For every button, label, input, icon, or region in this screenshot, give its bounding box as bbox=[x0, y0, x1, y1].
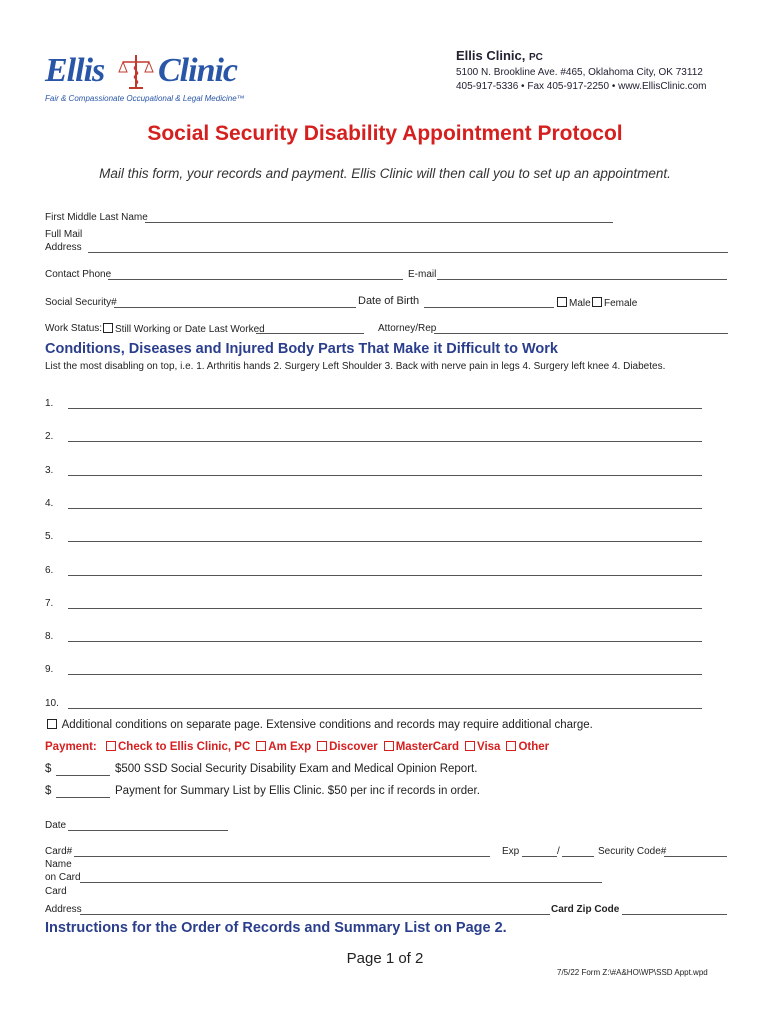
payment-option[interactable] bbox=[382, 741, 459, 753]
condition-field[interactable] bbox=[68, 575, 702, 576]
card-address-label-1: Card bbox=[45, 886, 67, 897]
clinic-address: 5100 N. Brookline Ave. #465, Oklahoma City, OK 73112 bbox=[456, 67, 703, 78]
exp-year-field[interactable] bbox=[562, 856, 594, 857]
attorney-field[interactable] bbox=[434, 333, 728, 334]
additional-conditions-checkbox[interactable] bbox=[47, 719, 57, 729]
payment-checkbox[interactable] bbox=[465, 741, 475, 751]
condition-field[interactable] bbox=[68, 408, 702, 409]
logo-tagline: Fair & Compassionate Occupational & Legal Medicine™ bbox=[45, 94, 245, 103]
security-code-field[interactable] bbox=[664, 856, 727, 857]
conditions-instructions: List the most disabling on top, i.e. 1. Arthritis hands 2. Surgery Left Shoulder 3. Back with nerve pain in legs 4. Surgery left knee 4. Diabetes. bbox=[45, 361, 666, 372]
dob-label: Date of Birth bbox=[358, 295, 420, 307]
payment-label: Payment: bbox=[45, 741, 97, 753]
condition-field[interactable] bbox=[68, 475, 702, 476]
still-working-checkbox[interactable] bbox=[103, 323, 113, 333]
payment-option-label: MasterCard bbox=[395, 741, 459, 753]
name-field[interactable] bbox=[145, 222, 613, 223]
payment-checkbox[interactable] bbox=[106, 741, 116, 751]
exp-month-field[interactable] bbox=[522, 856, 557, 857]
summary-fee-text: Payment for Summary List by Ellis Clinic. $50 per inc if records in order. bbox=[115, 785, 480, 797]
condition-field[interactable] bbox=[68, 641, 702, 642]
card-address-label-2: Address bbox=[45, 904, 82, 915]
condition-field[interactable] bbox=[68, 508, 702, 509]
name-on-card-label-2: on Card bbox=[45, 872, 81, 883]
payment-option-label: Check to Ellis Clinic, PC bbox=[117, 741, 251, 753]
condition-number: 7. bbox=[45, 598, 54, 609]
name-on-card-field[interactable] bbox=[80, 882, 602, 883]
condition-field[interactable] bbox=[68, 674, 702, 675]
payment-checkbox[interactable] bbox=[256, 741, 266, 751]
condition-number: 4. bbox=[45, 498, 54, 509]
date-label: Date bbox=[45, 820, 67, 831]
security-code-label: Security Code# bbox=[598, 846, 667, 857]
male-checkbox[interactable] bbox=[557, 297, 567, 307]
payment-option[interactable] bbox=[315, 741, 378, 753]
payment-checkbox[interactable] bbox=[506, 741, 516, 751]
exp-separator: / bbox=[557, 846, 560, 857]
condition-number: 1. bbox=[45, 398, 54, 409]
card-address-field[interactable] bbox=[80, 914, 550, 915]
mail-label-2: Address bbox=[45, 242, 82, 253]
logo-left-word: Ellis bbox=[45, 52, 105, 89]
summary-dollar: $ bbox=[45, 785, 52, 797]
payment-option-label: Other bbox=[518, 741, 550, 753]
payment-option-label: Am Exp bbox=[268, 741, 312, 753]
work-status-option[interactable]: Still Working or Date Last Worked bbox=[101, 323, 265, 335]
condition-field[interactable] bbox=[68, 608, 702, 609]
exam-fee-text: $500 SSD Social Security Disability Exam and Medical Opinion Report. bbox=[115, 763, 478, 775]
mail-label-1: Full Mail bbox=[45, 229, 83, 240]
male-option[interactable]: Male bbox=[555, 297, 591, 309]
clinic-phones: 405-917-5336 • Fax 405-917-2250 • www.EllisClinic.com bbox=[456, 81, 707, 92]
ssn-field[interactable] bbox=[114, 307, 356, 308]
email-field[interactable] bbox=[437, 279, 727, 280]
condition-field[interactable] bbox=[68, 708, 702, 709]
page-title: Social Security Disability Appointment Protocol bbox=[147, 122, 623, 145]
condition-field[interactable] bbox=[68, 441, 702, 442]
ssn-label: Social Security# bbox=[45, 297, 117, 308]
card-number-field[interactable] bbox=[74, 856, 490, 857]
last-worked-field[interactable] bbox=[256, 333, 364, 334]
payment-option[interactable] bbox=[504, 741, 549, 753]
page-number: Page 1 of 2 bbox=[346, 950, 424, 967]
name-on-card-label-1: Name bbox=[45, 859, 72, 870]
form-reference: 7/5/22 Form Z:\#A&HO\WP\SSD Appt.wpd bbox=[557, 968, 708, 977]
phone-field[interactable] bbox=[108, 279, 403, 280]
condition-number: 2. bbox=[45, 431, 54, 442]
work-status-label: Work Status: bbox=[45, 323, 103, 334]
logo-right-word: Clinic bbox=[158, 52, 238, 89]
card-number-label: Card# bbox=[45, 846, 73, 857]
exam-amount-field[interactable] bbox=[56, 775, 110, 776]
condition-number: 3. bbox=[45, 465, 54, 476]
payment-checkbox[interactable] bbox=[317, 741, 327, 751]
date-field[interactable] bbox=[68, 830, 228, 831]
page-subtitle: Mail this form, your records and payment. Ellis Clinic will then call you to set up an appointment. bbox=[99, 166, 671, 181]
payment-option[interactable] bbox=[104, 741, 250, 753]
exp-label: Exp bbox=[502, 846, 520, 857]
condition-field[interactable] bbox=[68, 541, 702, 542]
exam-dollar: $ bbox=[45, 763, 52, 775]
payment-option[interactable] bbox=[254, 741, 311, 753]
mail-address-field[interactable] bbox=[88, 252, 728, 253]
clinic-name: Ellis Clinic, PC bbox=[456, 48, 543, 63]
payment-checkbox[interactable] bbox=[384, 741, 394, 751]
phone-label: Contact Phone bbox=[45, 269, 112, 280]
condition-number: 8. bbox=[45, 631, 54, 642]
dob-field[interactable] bbox=[424, 307, 554, 308]
condition-number: 6. bbox=[45, 565, 54, 576]
payment-option[interactable] bbox=[463, 741, 500, 753]
conditions-heading: Conditions, Diseases and Injured Body Parts That Make it Difficult to Work bbox=[45, 341, 558, 357]
email-label: E-mail bbox=[408, 269, 437, 280]
condition-number: 5. bbox=[45, 531, 54, 542]
summary-amount-field[interactable] bbox=[56, 797, 110, 798]
additional-conditions[interactable]: Additional conditions on separate page. Extensive conditions and records may require additional charge. bbox=[45, 719, 593, 731]
condition-number: 10. bbox=[45, 698, 59, 709]
payment-option-label: Discover bbox=[329, 741, 378, 753]
scales-of-justice-icon bbox=[117, 52, 155, 92]
attorney-label: Attorney/Rep bbox=[378, 323, 437, 334]
card-zip-field[interactable] bbox=[622, 914, 727, 915]
condition-number: 9. bbox=[45, 664, 54, 675]
female-checkbox[interactable] bbox=[592, 297, 602, 307]
card-zip-label: Card Zip Code bbox=[551, 904, 620, 915]
female-option[interactable]: Female bbox=[590, 297, 637, 309]
payment-row bbox=[45, 741, 549, 753]
payment-option-label: Visa bbox=[476, 741, 501, 753]
instructions-note: Instructions for the Order of Records and Summary List on Page 2. bbox=[45, 920, 507, 936]
name-label: First Middle Last Name bbox=[45, 212, 148, 223]
